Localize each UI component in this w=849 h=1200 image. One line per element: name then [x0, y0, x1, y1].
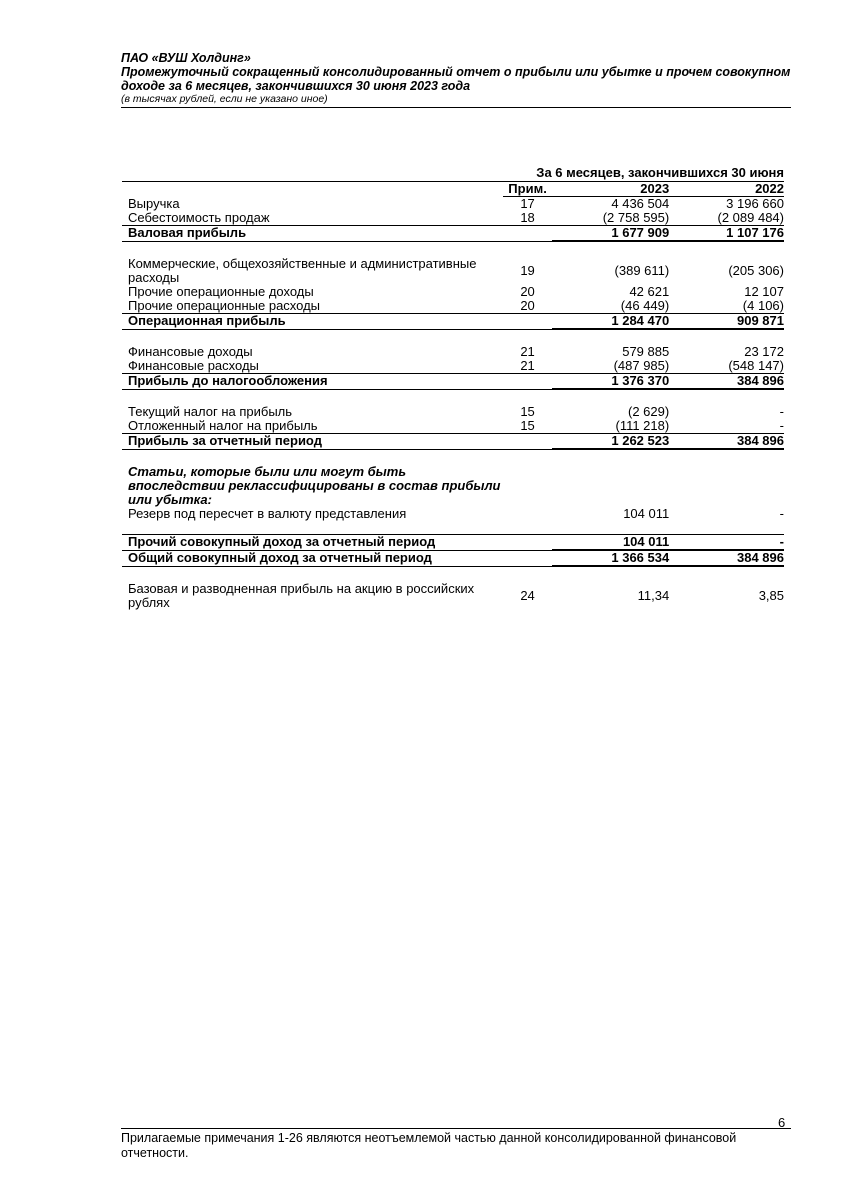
row-value-2023: 1 262 523 — [552, 434, 669, 450]
row-label: Себестоимость продаж — [128, 210, 270, 225]
spacer-row — [122, 329, 784, 345]
row-value-2023: 579 885 — [622, 344, 670, 359]
row-note: 18 — [520, 210, 535, 225]
row-label: Прибыль до налогообложения — [122, 374, 503, 390]
period-heading: За 6 месяцев, закончившихся 30 июня — [536, 165, 784, 180]
total-row — [122, 434, 784, 450]
total-row — [122, 535, 784, 551]
row-label: Резерв под пересчет в валюту представления — [128, 506, 407, 521]
row-value-2022: 384 896 — [669, 434, 784, 450]
col-2022-header: 2022 — [669, 182, 784, 197]
row-value-2023: (487 985) — [613, 358, 670, 373]
col-2023-header: 2023 — [552, 182, 669, 197]
total-row — [122, 550, 784, 566]
row-value-2023: 1 366 534 — [552, 550, 669, 566]
row-value-2022: 3 196 660 — [726, 196, 784, 211]
row-value-2023: (2 758 595) — [602, 210, 670, 225]
table-row — [122, 285, 784, 299]
table-row — [122, 582, 784, 610]
spacer-row — [122, 241, 784, 257]
row-value-2022: 12 107 — [744, 284, 784, 299]
row-value-2022: 384 896 — [669, 550, 784, 566]
row-note — [503, 507, 553, 521]
row-value-2022: 3,85 — [758, 588, 784, 603]
row-label: Валовая прибыль — [122, 226, 503, 242]
row-label: Общий совокупный доход за отчетный период — [122, 550, 503, 566]
table-row — [122, 359, 784, 374]
row-note: 15 — [520, 418, 535, 433]
row-value-2023: (46 449) — [620, 298, 670, 313]
row-label: Финансовые доходы — [128, 344, 253, 359]
row-value-2022: 909 871 — [669, 314, 784, 330]
table-row — [122, 419, 784, 434]
section-heading-row — [122, 465, 784, 507]
row-value-2023: 104 011 — [623, 506, 670, 521]
row-value-2022: - — [779, 418, 784, 433]
table-row — [122, 197, 784, 212]
row-label: Выручка — [128, 195, 180, 211]
row-note: 24 — [520, 588, 535, 603]
row-note — [503, 535, 553, 551]
table-row — [122, 211, 784, 226]
row-value-2022: (205 306) — [728, 263, 784, 278]
row-value-2023: 104 011 — [552, 535, 669, 551]
spacer-row — [122, 389, 784, 405]
header-divider — [121, 107, 791, 108]
section-heading: Статьи, которые были или могут быть впоследствии реклассифицированы в состав прибыли или убытка: — [128, 464, 501, 507]
row-value-2022: - — [669, 535, 784, 551]
row-label: Текущий налог на прибыль — [128, 404, 293, 419]
row-value-2023: 11,34 — [637, 588, 670, 603]
row-note: 21 — [520, 358, 535, 373]
period-heading-row — [122, 166, 784, 182]
row-value-2022: 23 172 — [744, 344, 784, 359]
col-note-header: Прим. — [503, 182, 553, 197]
row-note — [503, 550, 553, 566]
row-value-2023: 1 284 470 — [552, 314, 669, 330]
table-row — [122, 507, 784, 521]
row-note: 17 — [520, 196, 535, 211]
report-header — [121, 51, 791, 105]
row-label: Прочие операционные расходы — [128, 298, 321, 313]
spacer-row — [122, 521, 784, 535]
row-label: Коммерческие, общехозяйственные и административные расходы — [128, 256, 477, 285]
row-value-2023: 4 436 504 — [611, 196, 670, 211]
row-label: Отложенный налог на прибыль — [128, 418, 318, 433]
report-title: Промежуточный сокращенный консолидированный отчет о прибыли или убытке и прочем совокупном доходе за 6 месяцев, закончившихся 30 июня 2023 года — [121, 65, 791, 93]
units-note: (в тысячах рублей, если не указано иное) — [121, 93, 328, 105]
table-row — [122, 299, 784, 314]
row-value-2023: 1 376 370 — [552, 374, 669, 390]
row-value-2023: 42 621 — [629, 284, 670, 299]
spacer-row — [122, 449, 784, 465]
row-label: Прочие операционные доходы — [128, 284, 314, 299]
row-label: Прочий совокупный доход за отчетный период — [122, 535, 503, 551]
table-row — [122, 405, 784, 419]
row-note: 20 — [520, 284, 535, 299]
footer-divider — [121, 1128, 791, 1129]
row-label: Финансовые расходы — [128, 358, 259, 373]
table-row — [122, 257, 784, 285]
row-label: Прибыль за отчетный период — [122, 434, 503, 450]
row-note: 15 — [520, 404, 535, 419]
row-value-2023: 1 677 909 — [552, 226, 669, 242]
column-header-row — [122, 182, 784, 197]
row-label: Базовая и разводненная прибыль на акцию в российских рублях — [128, 581, 475, 610]
row-note — [503, 226, 553, 242]
income-statement-table — [122, 166, 784, 610]
row-note — [503, 314, 553, 330]
row-value-2022: (548 147) — [728, 358, 784, 373]
total-row — [122, 314, 784, 330]
row-note: 19 — [520, 263, 535, 278]
row-value-2022: (2 089 484) — [717, 210, 784, 225]
row-value-2022: (4 106) — [742, 298, 784, 313]
spacer-row — [122, 566, 784, 582]
row-note: 20 — [520, 298, 535, 313]
total-row — [122, 374, 784, 390]
row-value-2023: (389 611) — [614, 263, 670, 278]
row-note: 21 — [520, 344, 535, 359]
footer-note: Прилагаемые примечания 1-26 являются неотъемлемой частью данной консолидированной финансовой отчетности. — [121, 1131, 737, 1160]
row-value-2022: - — [779, 404, 784, 419]
row-value-2022: 384 896 — [669, 374, 784, 390]
row-value-2023: (2 629) — [628, 404, 670, 419]
table-row — [122, 345, 784, 359]
total-row — [122, 226, 784, 242]
page-number: 6 — [778, 1115, 786, 1130]
row-note — [503, 374, 553, 390]
row-value-2022: - — [779, 506, 784, 521]
row-value-2023: (111 218) — [615, 418, 670, 433]
row-label: Операционная прибыль — [122, 314, 503, 330]
row-value-2022: 1 107 176 — [669, 226, 784, 242]
row-note — [503, 434, 553, 450]
company-name: ПАО «ВУШ Холдинг» — [121, 51, 251, 65]
